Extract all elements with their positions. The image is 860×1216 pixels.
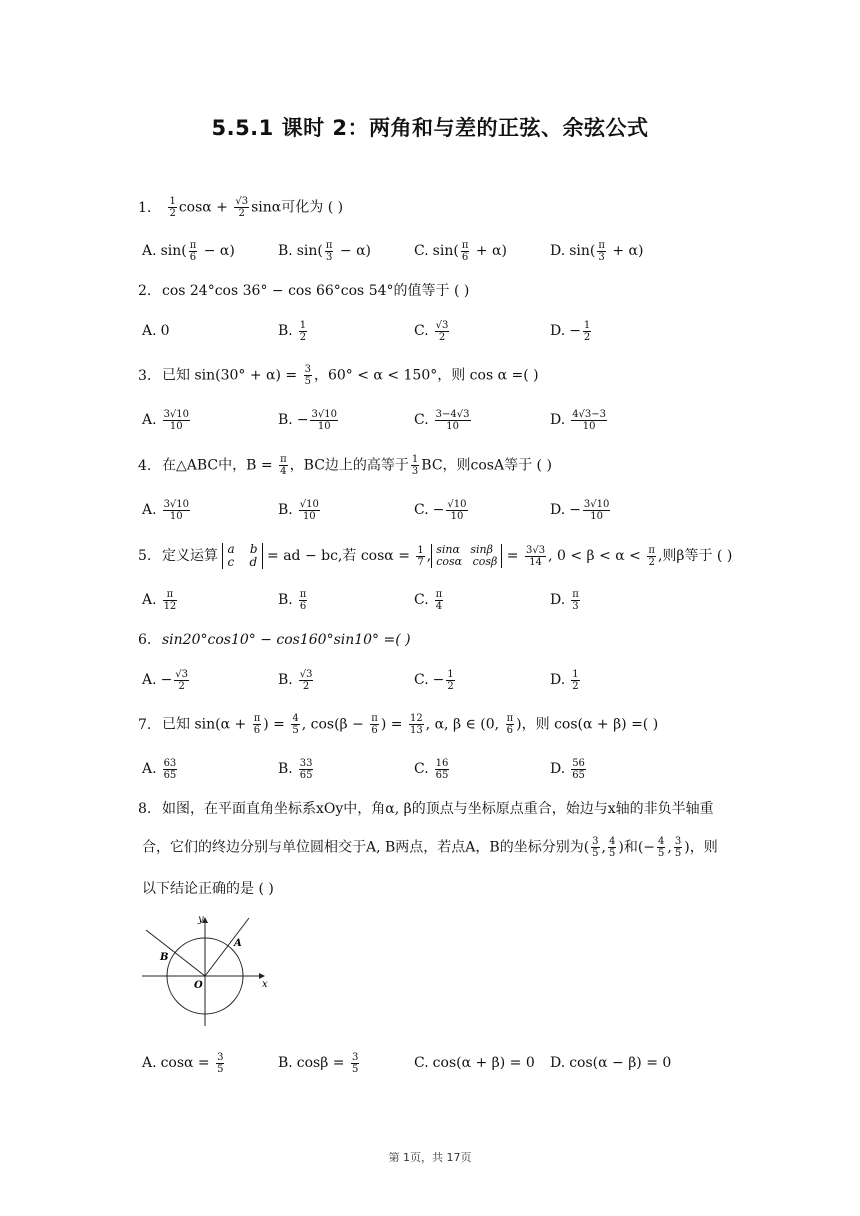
fraction: $\frac{1}{2}$ (299, 319, 307, 343)
label-o: O (194, 980, 203, 991)
determinant: a b c d (222, 543, 262, 569)
determinant: sinα sinβ cosα cosβ (431, 544, 502, 568)
option-a: A. sin( $\frac{\pi}{6}$ − α) (142, 239, 235, 263)
option-a: A. 0 (142, 323, 170, 339)
options-q6 (142, 665, 842, 695)
fraction: $\frac{√10}{10}$ (299, 498, 319, 522)
fraction: $\frac{1}{2}$ (447, 668, 454, 692)
fraction: $\frac{63}{65}$ (163, 757, 177, 781)
fraction: $\frac{\pi}{3}$ (598, 239, 605, 263)
option-b: B. $\frac{√10}{10}$ (278, 498, 319, 522)
fraction: $\frac{3-4√3}{10}$ (435, 408, 470, 432)
fraction: $\frac{3}{5}$ (217, 1051, 224, 1075)
options-q3 (142, 405, 842, 435)
fraction: $\frac{4√3-3}{10}$ (572, 408, 607, 432)
option-d: D. $\frac{56}{65}$ (550, 757, 585, 781)
option-b: B. cosβ = $\frac{3}{5}$ (278, 1051, 359, 1075)
fraction: $\frac{\pi}{6}$ (461, 239, 469, 263)
question-8: 8. 如图，在平面直角坐标系xOy中，角α, β的顶点与坐标原点重合，始边与x轴的非负半轴重 (138, 801, 714, 817)
option-c: C. − $\frac{1}{2}$ (414, 668, 454, 692)
option-c: C. $\frac{3-4√3}{10}$ (414, 408, 470, 432)
fraction: $\frac{\pi}{4}$ (435, 588, 443, 612)
question-5: 5. 定义运算 a b c d = ad − bc,若 cosα = $\frac{1}{7}$ , sinα sinβ cosα cosβ = $\frac{3√3}{14}$ , 0 < β < α < $\frac{\pi}{2}$ ,则β等于 ( ) (138, 542, 733, 569)
label-b: B (160, 952, 169, 963)
option-d: D. − $\frac{3√10}{10}$ (550, 498, 610, 522)
fraction: $\frac{√3}{2}$ (435, 319, 449, 343)
option-d: D. $\frac{\pi}{3}$ (550, 588, 579, 612)
option-d: D. $\frac{4√3-3}{10}$ (550, 408, 607, 432)
fraction: $\frac{16}{65}$ (435, 757, 449, 781)
fraction: $\frac{\pi}{2}$ (648, 544, 655, 568)
terminal-side-b (146, 930, 205, 976)
option-b: B. − $\frac{3√10}{10}$ (278, 408, 337, 432)
options-q4 (142, 495, 842, 525)
options-q7 (142, 754, 842, 784)
option-b: B. sin( $\frac{\pi}{3}$ − α) (278, 239, 372, 263)
fraction: $\frac{3√10}{10}$ (311, 408, 337, 432)
options-q5 (142, 585, 842, 615)
option-d: D. sin( $\frac{\pi}{3}$ + α) (550, 239, 644, 263)
question-stem: cos 24°cos 36° − cos 66°cos 54°的值等于 ( ) (162, 283, 470, 299)
option-a: A. $\frac{3√10}{10}$ (142, 498, 190, 522)
fraction: $\frac{3√10}{10}$ (163, 408, 190, 432)
options-q2 (142, 316, 842, 346)
option-a: A. $\frac{\pi}{12}$ (142, 588, 177, 612)
fraction: $\frac{1}{7}$ (417, 544, 424, 568)
option-c: C. $\frac{\pi}{4}$ (414, 588, 443, 612)
question-6: 6. sin20°cos10° − cos160°sin10° =( ) (138, 632, 411, 648)
question-1: 1. $\frac{1}{2}$ cosα + $\frac{√3}{2}$ sinα可化为 ( ) (138, 196, 344, 219)
page-title: 5.5.1 课时 2：两角和与差的正弦、余弦公式 (211, 116, 649, 140)
fraction: $\frac{\pi}{4}$ (280, 454, 287, 477)
question-2: 2. cos 24°cos 36° − cos 66°cos 54°的值等于 ( ) (138, 283, 470, 299)
option-b: B. $\frac{1}{2}$ (278, 319, 307, 343)
option-a: A. cosα = $\frac{3}{5}$ (142, 1051, 224, 1075)
fraction: $\frac{3√10}{10}$ (163, 498, 190, 522)
options-q8 (142, 1048, 842, 1078)
option-c: C. $\frac{√3}{2}$ (414, 319, 449, 343)
question-8-line-3: 以下结论正确的是 ( ) (142, 881, 274, 897)
option-d: D. − $\frac{1}{2}$ (550, 319, 591, 343)
option-b: B. $\frac{33}{65}$ (278, 757, 313, 781)
label-a: A (234, 938, 242, 949)
fraction: $\frac{√3}{2}$ (235, 196, 249, 219)
fraction: $\frac{\pi}{6}$ (299, 588, 307, 612)
fraction: $\frac{3√3}{14}$ (526, 544, 546, 568)
option-c: C. sin( $\frac{\pi}{6}$ + α) (414, 239, 507, 263)
fraction: $\frac{33}{65}$ (299, 757, 313, 781)
fraction: $\frac{√3}{2}$ (299, 668, 313, 692)
question-number: 1. (138, 199, 152, 216)
option-a: A. $\frac{63}{65}$ (142, 757, 177, 781)
fraction: $\frac{\pi}{3}$ (325, 239, 333, 263)
fraction: $\frac{1}{3}$ (411, 454, 419, 477)
question-3: 3. 已知 sin(30° + α) = $\frac{3}{5}$ ，60° < α < 150°，则 cos α =( ) (138, 364, 539, 387)
fraction: $\frac{√3}{2}$ (175, 668, 189, 692)
fraction: $\frac{3}{5}$ (304, 364, 311, 387)
option-c: C. − $\frac{√10}{10}$ (414, 498, 467, 522)
fraction: $\frac{1}{2}$ (169, 196, 176, 219)
label-y: y (198, 914, 204, 925)
question-4: 4. 在△ABC中，B = $\frac{\pi}{4}$ ，BC边上的高等于 $\frac{1}{3}$ BC，则cosA等于 ( ) (138, 454, 552, 477)
fraction: $\frac{\pi}{6}$ (189, 239, 197, 263)
unit-circle-figure (138, 912, 278, 1032)
fraction: $\frac{√10}{10}$ (447, 498, 467, 522)
fraction: $\frac{3}{5}$ (351, 1051, 359, 1075)
option-d: D. $\frac{1}{2}$ (550, 668, 579, 692)
fraction: $\frac{\pi}{3}$ (572, 588, 579, 612)
fraction: $\frac{1}{2}$ (583, 319, 591, 343)
options-q1 (142, 236, 842, 266)
option-c: C. $\frac{16}{65}$ (414, 757, 449, 781)
fraction: $\frac{\pi}{12}$ (163, 588, 177, 612)
page-footer: 第 1页，共 17页 (388, 1151, 472, 1164)
fraction: $\frac{56}{65}$ (572, 757, 585, 781)
option-a: A. − $\frac{√3}{2}$ (142, 668, 189, 692)
label-x: x (262, 979, 268, 990)
fraction: $\frac{3√10}{10}$ (583, 498, 610, 522)
option-b: B. $\frac{√3}{2}$ (278, 668, 313, 692)
fraction: $\frac{1}{2}$ (572, 668, 579, 692)
option-b: B. $\frac{\pi}{6}$ (278, 588, 307, 612)
option-a: A. $\frac{3√10}{10}$ (142, 408, 190, 432)
question-8-line-2: 合，它们的终边分别与单位圆相交于A, B两点，若点A，B的坐标分别为( $\frac{3}{5}$ , $\frac{4}{5}$ )和(− $\frac{4}{5}$ , $\frac{3}{5}$ )，则 (142, 836, 718, 859)
question-stem: sin20°cos10° − cos160°sin10° =( ) (162, 632, 411, 648)
question-7: 7. 已知 sin(α + $\frac{\pi}{6}$ ) = $\frac{4}{5}$ , cos(β − $\frac{\pi}{6}$ ) = $\frac{12}{13}$ , α, β ∈ (0, $\frac{\pi}{6}$ )，则 cos(α + β) =( ) (138, 713, 659, 736)
option-d: D. cos(α − β) = 0 (550, 1055, 672, 1071)
option-c: C. cos(α + β) = 0 (414, 1055, 535, 1071)
